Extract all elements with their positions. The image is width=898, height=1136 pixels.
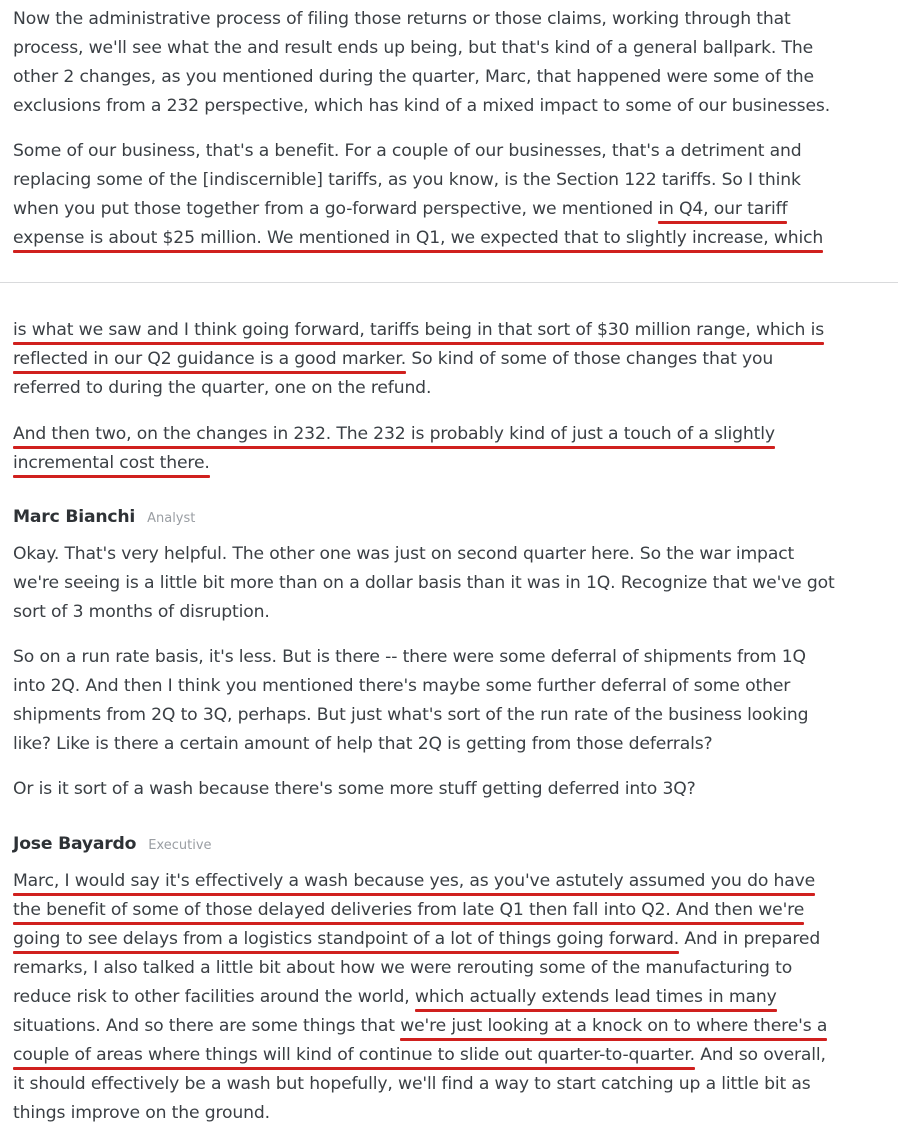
- text-line: [13, 195, 893, 224]
- text-segment: situations. And so there are some things that: [13, 1016, 401, 1036]
- highlighted-text: couple of areas where things will kind of continue to slide out quarter-to-quarter.: [13, 1045, 695, 1065]
- highlighted-text: going to see delays from a logistics standpoint of a lot of things going forward.: [13, 929, 680, 949]
- transcript-paragraph: [13, 540, 893, 627]
- text-line: sort of 3 months of disruption.: [13, 602, 270, 622]
- text-line: other 2 changes, as you mentioned during the quarter, Marc, that happened were some of the: [13, 67, 814, 87]
- text-line: Okay. That's very helpful. The other one was just on second quarter here. So the war impact: [13, 544, 795, 564]
- highlighted-text: incremental cost there.: [13, 453, 210, 473]
- text-line: [13, 896, 893, 925]
- text-line: [13, 1041, 893, 1070]
- text-line: process, we'll see what the and result ends up being, but that's kind of a general ballpark. The: [13, 38, 814, 58]
- text-line: [13, 449, 893, 478]
- text-line: exclusions from a 232 perspective, which has kind of a mixed impact to some of our businesses.: [13, 96, 831, 116]
- text-line: [13, 925, 893, 954]
- text-line: [13, 983, 893, 1012]
- text-line: referred to during the quarter, one on the refund.: [13, 378, 432, 398]
- transcript-paragraph: [13, 775, 893, 804]
- highlighted-text: And then two, on the changes in 232. The 232 is probably kind of just a touch of a slightly: [13, 424, 775, 444]
- text-segment: reduce risk to other facilities around the world,: [13, 987, 415, 1007]
- text-line: [13, 345, 893, 374]
- text-line: So on a run rate basis, it's less. But is there -- there were some deferral of shipments from 1Q: [13, 647, 806, 667]
- text-line: [13, 420, 893, 449]
- text-line: we're seeing is a little bit more than on a dollar basis than it was in 1Q. Recognize that we've got: [13, 573, 835, 593]
- highlighted-text: we're just looking at a knock on to where there's a: [400, 1016, 828, 1036]
- highlighted-text: expense is about $25 million. We mentioned in Q1, we expected that to slightly increase, which: [13, 228, 824, 248]
- speaker-header: [13, 505, 195, 531]
- speaker-name: Marc Bianchi: [13, 507, 136, 527]
- text-line: things improve on the ground.: [13, 1103, 270, 1123]
- transcript-paragraph: [13, 420, 893, 478]
- text-line: Some of our business, that's a benefit. For a couple of our businesses, that's a detriment and: [13, 141, 802, 161]
- text-line: Or is it sort of a wash because there's some more stuff getting deferred into 3Q?: [13, 779, 696, 799]
- text-line: [13, 867, 893, 896]
- text-segment: And so overall,: [694, 1045, 826, 1065]
- highlighted-text: Marc, I would say it's effectively a wash because yes, as you've astutely assumed you do have: [13, 871, 816, 891]
- speaker-role: Analyst: [147, 511, 196, 526]
- text-segment: So kind of some of those changes that you: [406, 349, 774, 369]
- text-line: like? Like is there a certain amount of help that 2Q is getting from those deferrals?: [13, 734, 713, 754]
- text-line: remarks, I also talked a little bit about how we were rerouting some of the manufacturing to: [13, 958, 793, 978]
- text-line: Now the administrative process of filing those returns or those claims, working through that: [13, 9, 791, 29]
- highlighted-text: is what we saw and I think going forward, tariffs being in that sort of $30 million range, which is: [13, 320, 825, 340]
- page-divider: [0, 282, 898, 283]
- transcript-paragraph: [13, 643, 893, 759]
- text-line: [13, 1012, 893, 1041]
- highlighted-text: reflected in our Q2 guidance is a good marker.: [13, 349, 407, 369]
- text-line: [13, 224, 893, 253]
- text-segment: And in prepared: [679, 929, 821, 949]
- transcript-paragraph: [13, 867, 893, 1128]
- speaker-header: [13, 832, 212, 858]
- highlighted-text: which actually extends lead times in many: [414, 987, 777, 1007]
- highlighted-text: the benefit of some of those delayed deliveries from late Q1 then fall into Q2. And then we're: [13, 900, 805, 920]
- text-line: it should effectively be a wash but hopefully, we'll find a way to start catching up a little bit as: [13, 1074, 811, 1094]
- transcript-paragraph: [13, 5, 893, 121]
- text-line: replacing some of the [indiscernible] tariffs, as you know, is the Section 122 tariffs. So I think: [13, 170, 801, 190]
- transcript-paragraph: [13, 316, 893, 403]
- speaker-role: Executive: [148, 838, 212, 853]
- speaker-name: Jose Bayardo: [13, 834, 137, 854]
- text-line: into 2Q. And then I think you mentioned there's maybe some further deferral of some other: [13, 676, 791, 696]
- text-segment: when you put those together from a go-forward perspective, we mentioned: [13, 199, 659, 219]
- transcript-paragraph: [13, 137, 893, 253]
- text-line: shipments from 2Q to 3Q, perhaps. But just what's sort of the run rate of the business looking: [13, 705, 809, 725]
- highlighted-text: in Q4, our tariff: [658, 199, 788, 219]
- text-line: [13, 316, 893, 345]
